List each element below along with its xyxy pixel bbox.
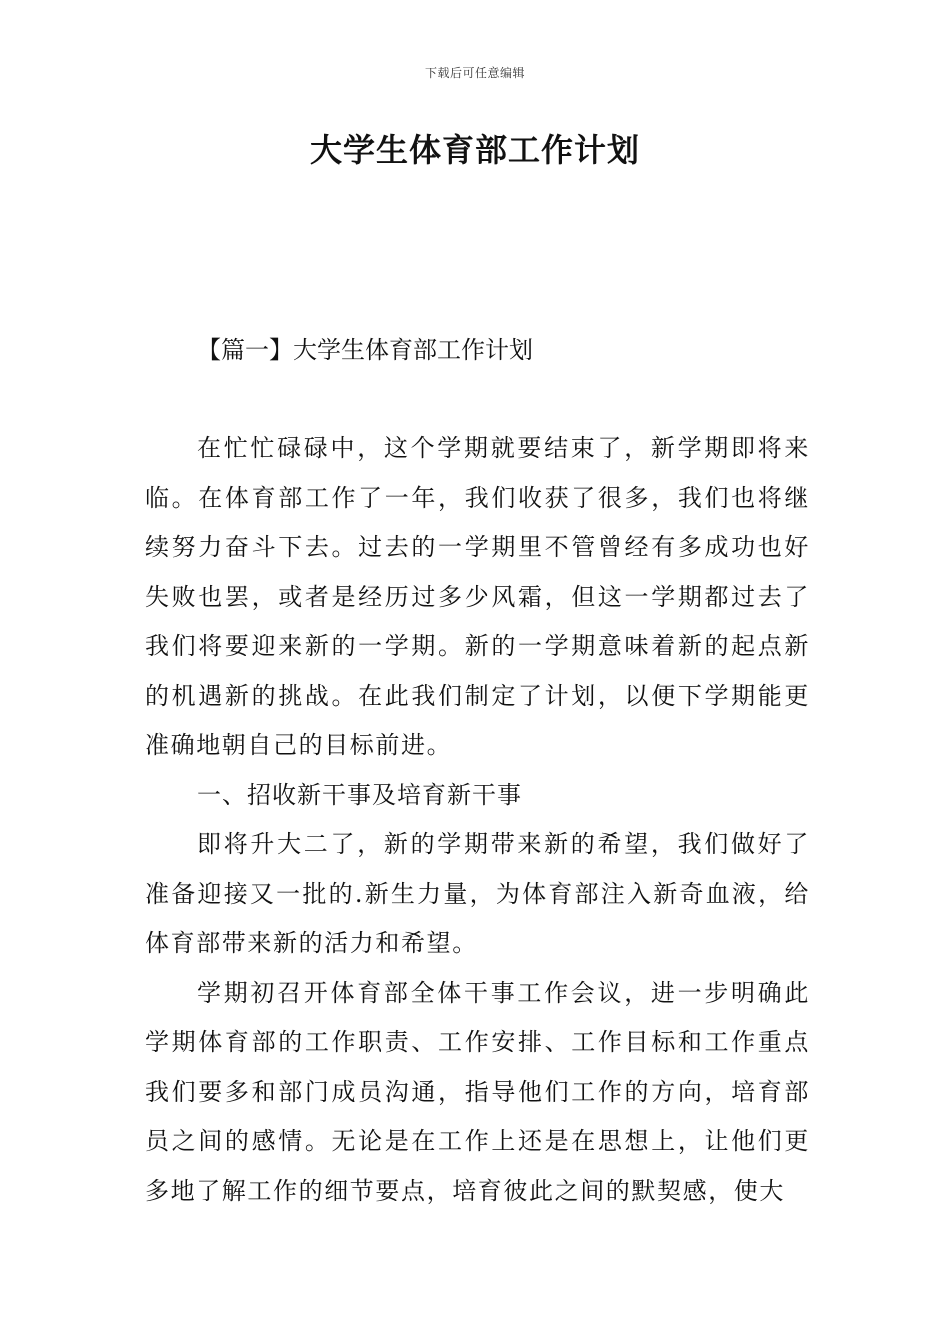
paragraph-intro: 在忙忙碌碌中，这个学期就要结束了，新学期即将来临。在体育部工作了一年，我们收获了很多，我们也将继续努力奋斗下去。过去的一学期里不管曾经有多成功也好失败也罢，或者是经历过多少风霜，但这一学期都过去了我们将要迎来新的一学期。新的一学期意味着新的起点新的机遇新的挑战。在此我们制定了计划，以便下学期能更准确地朝自己的目标前进。 [145,434,810,759]
paragraph-new-members: 即将升大二了，新的学期带来新的希望，我们做好了准备迎接又一批的.新生力量，为体育部注入新奇血液，给体育部带来新的活力和希望。 [145,830,810,957]
document-body [145,424,810,1216]
header-note: 下载后可任意编辑 [424,66,525,80]
subsection-heading: 一、招收新干事及培育新干事 [197,780,522,809]
section-heading: 【篇一】大学生体育部工作计划 [197,336,533,364]
document-title: 大学生体育部工作计划 [309,131,640,169]
paragraph-meeting: 学期初召开体育部全体干事工作会议，进一步明确此学期体育部的工作职责、工作安排、工作目标和工作重点我们要多和部门成员沟通，指导他们工作的方向，培育部员之间的感情。无论是在工作上还是在思想上，让他们更多地了解工作的细节要点，培育彼此之间的默契感，使大 [145,978,810,1205]
